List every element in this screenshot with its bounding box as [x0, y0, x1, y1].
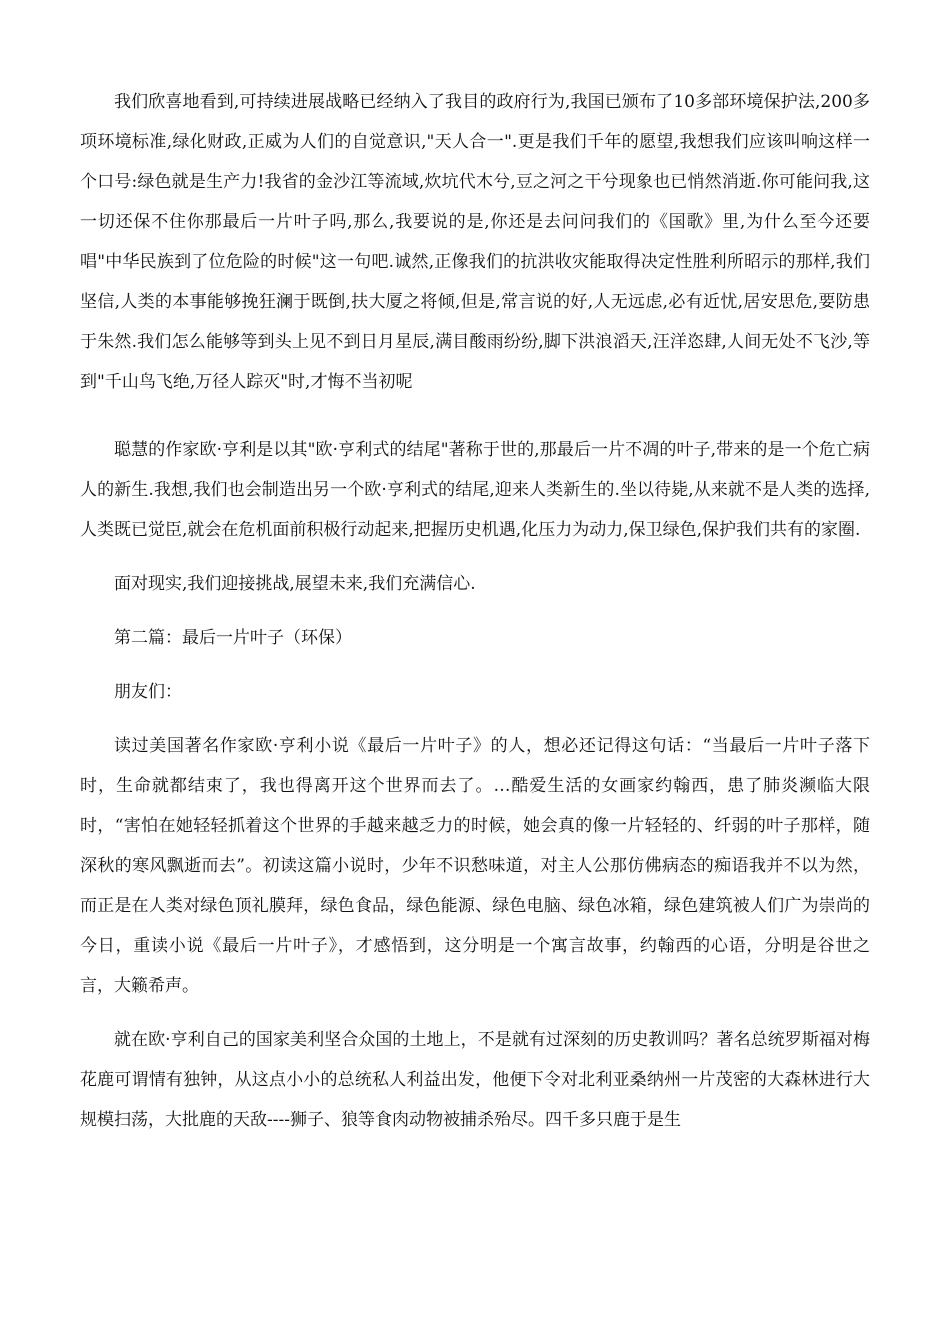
document-body: [80, 82, 870, 1140]
paragraph-o-henry-ending: 聪慧的作家欧·亨利是以其"欧·亨利式的结尾"著称于世的,那最后一片不凋的叶子,带来的是一个危亡病人的新生.我想,我们也会制造出另一个欧·亨利式的结尾,迎来人类新生的.坐以待毙,从来就不是人类的选择,人类既已觉臣,就会在危机面前积极行动起来,把握历史机遇,化压力为动力,保卫绿色,保护我们共有的家圈.: [80, 440, 870, 540]
paragraph-sustainable-development: 我们欣喜地看到,可持续进展战略已经纳入了我目的政府行为,我国已颁布了10多部环境保护法,200多项环境标准,绿化财政,正威为人们的自觉意识,"天人合一".更是我们千年的愿望,我想我们应该叫响这样一个口号:绿色就是生产力!我省的金沙江等流域,炊坑代木兮,豆之河之干兮现象也已悄然消逝.你可能问我,这一切还保不住你那最后一片叶子吗,那么,我要说的是,你还是去问问我们的《国歌》里,为什么至今还要唱"中华民族到了位危险的时候"这一句吧.诚然,正像我们的抗洪收灾能取得决定性胜利所昭示的那样,我们坚信,人类的本事能够挽狂澜于既倒,扶大厦之将倾,但是,常言说的好,人无远虑,必有近忧,居安思危,要防患于朱然.我们怎么能够等到头上见不到日月星辰,满目酸雨纷纷,脚下洪浪滔天,汪洋恣肆,人间无处不飞沙,等到"千山鸟飞绝,万径人踪灭"时,才悔不当初呢: [80, 92, 870, 392]
paragraph-salutation: 朋友们：: [114, 682, 182, 702]
paragraph-confidence: 面对现实,我们迎接挑战,展望未来,我们充满信心.: [114, 574, 476, 594]
paragraph-last-leaf-story: 读过美国著名作家欧·亨利小说《最后一片叶子》的人，想必还记得这句话：“当最后一片叶子落下时，生命就都结束了，我也得离开这个世界而去了。…酷爱生活的女画家约翰西，患了肺炎濒临大限时，“害怕在她轻轻抓着这个世界的手越来越乏力的时候，她会真的像一片轻轻的、纤弱的叶子那样，随深秋的寒风飘逝而去”。初读这篇小说时，少年不识愁味道，对主人公那仿佛病态的痴语我并不以为然，而正是在人类对绿色顶礼膜拜，绿色食品，绿色能源、绿色电脑、绿色冰箱，绿色建筑被人们广为崇尚的今日，重读小说《最后一片叶子》，才感悟到，这分明是一个寓言故事，约翰西的心语，分明是谷世之言，大籁希声。: [80, 736, 870, 996]
paragraph-roosevelt-deer: 就在欧·亨利自己的国家美利坚合众国的土地上，不是就有过深刻的历史教训吗？著名总统罗斯福对梅花鹿可谓情有独钟，从这点小小的总统私人利益出发，他便下令对北利亚桑纳州一片茂密的大森林进行大规模扫荡，大批鹿的天敌----狮子、狼等食肉动物被捕杀殆尽。四千多只鹿于是生: [80, 1030, 870, 1130]
section-heading-second-article: 第二篇：最后一片叶子（环保）: [114, 628, 352, 648]
